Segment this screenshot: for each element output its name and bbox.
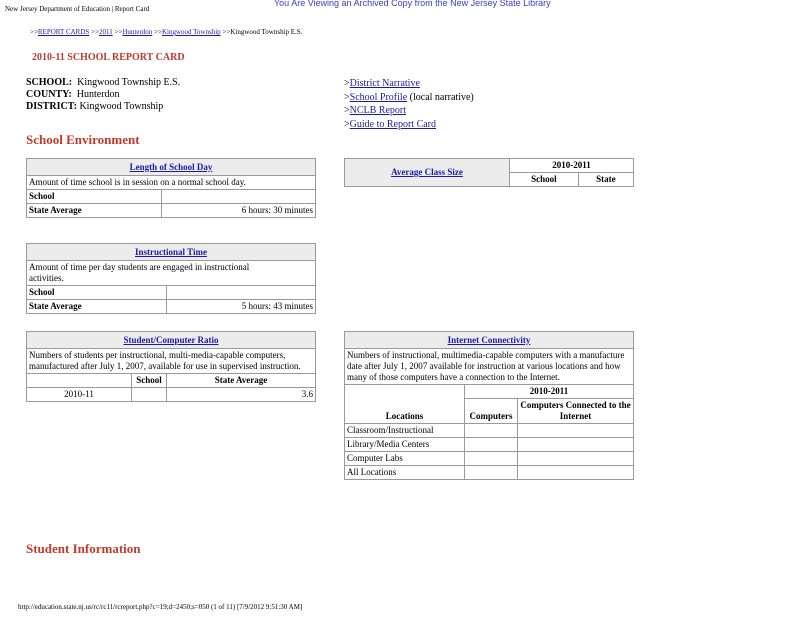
class-size-col-state: State <box>578 173 633 187</box>
breadcrumb-county-link[interactable]: Hunterdon <box>122 28 153 36</box>
internet-row-connected <box>518 438 634 452</box>
link-marker: > <box>344 105 350 116</box>
class-size-table <box>344 158 634 187</box>
length-school-value <box>162 190 316 204</box>
length-of-day-table <box>26 158 316 218</box>
nclb-report-link[interactable]: NCLB Report <box>349 105 407 116</box>
class-size-link[interactable]: Average Class Size <box>391 167 463 177</box>
computer-ratio-state-value: 3.6 <box>167 388 316 402</box>
instructional-time-link[interactable]: Instructional Time <box>135 246 207 257</box>
district-name: Kingwood Township <box>79 101 164 112</box>
breadcrumb-sep: >> <box>89 28 99 36</box>
length-school-label: School <box>27 190 162 204</box>
page-footer-url: http://education.state.nj.us/rc/rc11/rcreport.php?c=19;d=2450;s=050 (1 of 11) [7/9/2012 9:51:30 AM] <box>18 603 303 611</box>
breadcrumb-sep: >> <box>152 28 162 36</box>
class-size-col-school: School <box>510 173 579 187</box>
county-name: Hunterdon <box>76 89 120 100</box>
internet-row-location: Classroom/Instructional <box>345 424 465 438</box>
link-marker: > <box>344 118 350 130</box>
internet-description: Numbers of instructional, multimedia-capable computers with a manufacture date after July 1, 2007 available for instruction at various locations and how many of those computers have a connection to the Internet. <box>345 349 634 385</box>
internet-row-location: Computer Labs <box>345 452 465 466</box>
computer-ratio-header <box>27 332 316 349</box>
internet-row-computers <box>465 452 518 466</box>
breadcrumb-sep: >> <box>220 28 231 36</box>
computer-ratio-blank <box>27 374 132 388</box>
class-size-header <box>345 159 510 187</box>
side-links <box>344 77 474 131</box>
internet-row-location: Library/Media Centers <box>345 438 465 452</box>
internet-col-locations: Locations <box>345 385 465 424</box>
link-marker: > <box>344 78 350 89</box>
internet-connectivity-table <box>344 331 634 480</box>
section-school-environment: School Environment <box>26 132 140 147</box>
district-label: DISTRICT: <box>26 101 77 112</box>
computer-ratio-school-value <box>132 388 167 402</box>
internet-year: 2010-2011 <box>465 385 634 399</box>
instructional-state-value: 5 hours: 43 minutes <box>167 300 316 314</box>
internet-header <box>345 332 634 349</box>
internet-row-connected <box>518 452 634 466</box>
instructional-school-value <box>167 286 316 300</box>
internet-row-location: All Locations <box>345 466 465 480</box>
length-of-day-header <box>27 159 316 176</box>
instructional-school-label: School <box>27 286 167 300</box>
computer-ratio-year: 2010-11 <box>27 388 132 402</box>
link-marker: > <box>344 91 350 103</box>
breadcrumb <box>30 28 302 36</box>
internet-row-computers <box>465 424 518 438</box>
breadcrumb-current: Kingwood Township E.S. <box>230 28 303 36</box>
county-label: COUNTY: <box>26 89 72 100</box>
instructional-time-table <box>26 243 316 314</box>
class-size-year: 2010-2011 <box>510 159 634 173</box>
length-state-label: State Average <box>27 204 162 218</box>
internet-row-computers <box>465 438 518 452</box>
length-of-day-link[interactable]: Length of School Day <box>129 161 213 172</box>
computer-ratio-table <box>26 331 316 402</box>
instructional-state-label: State Average <box>27 300 167 314</box>
length-of-day-description: Amount of time school is in session on a normal school day. <box>27 176 316 190</box>
breadcrumb-report-cards-link[interactable]: REPORT CARDS <box>37 28 90 36</box>
internet-row-connected <box>518 466 634 480</box>
internet-col-computers: Computers <box>465 399 518 424</box>
internet-row-computers <box>465 466 518 480</box>
district-narrative-link[interactable]: District Narrative <box>349 78 420 89</box>
school-name: Kingwood Township E.S. <box>77 77 181 88</box>
school-profile-link[interactable]: School Profile <box>349 91 408 103</box>
internet-connectivity-link[interactable]: Internet Connectivity <box>447 334 531 345</box>
instructional-time-header <box>27 244 316 261</box>
breadcrumb-year-link[interactable]: 2011 <box>98 28 113 36</box>
length-state-value: 6 hours: 30 minutes <box>162 204 316 218</box>
breadcrumb-district-link[interactable]: Kingwood Township <box>161 28 221 36</box>
breadcrumb-prefix: >> <box>30 28 38 36</box>
archive-notice: You Are Viewing an Archived Copy from the New Jersey State Library <box>274 0 551 8</box>
page-title: 2010-11 SCHOOL REPORT CARD <box>32 52 185 63</box>
page-source-header: New Jersey Department of Education | Report Card <box>5 5 150 13</box>
school-info <box>26 77 180 113</box>
computer-ratio-link[interactable]: Student/Computer Ratio <box>123 334 219 345</box>
computer-ratio-col-state: State Average <box>167 374 316 388</box>
internet-row-connected <box>518 424 634 438</box>
computer-ratio-description: Numbers of students per instructional, multi-media-capable computers, manufactured after July 1, 2007, available for use in supervised instruction. <box>27 349 316 374</box>
computer-ratio-col-school: School <box>132 374 167 388</box>
internet-col-connected: Computers Connected to the Internet <box>518 399 634 424</box>
breadcrumb-sep: >> <box>112 28 123 36</box>
section-student-information: Student Information <box>26 541 141 556</box>
school-profile-suffix: (local narrative) <box>407 91 474 103</box>
guide-link[interactable]: Guide to Report Card <box>349 118 437 130</box>
instructional-time-description: Amount of time per day students are engaged in instructional activities. <box>27 261 316 286</box>
school-label: SCHOOL: <box>26 77 73 88</box>
